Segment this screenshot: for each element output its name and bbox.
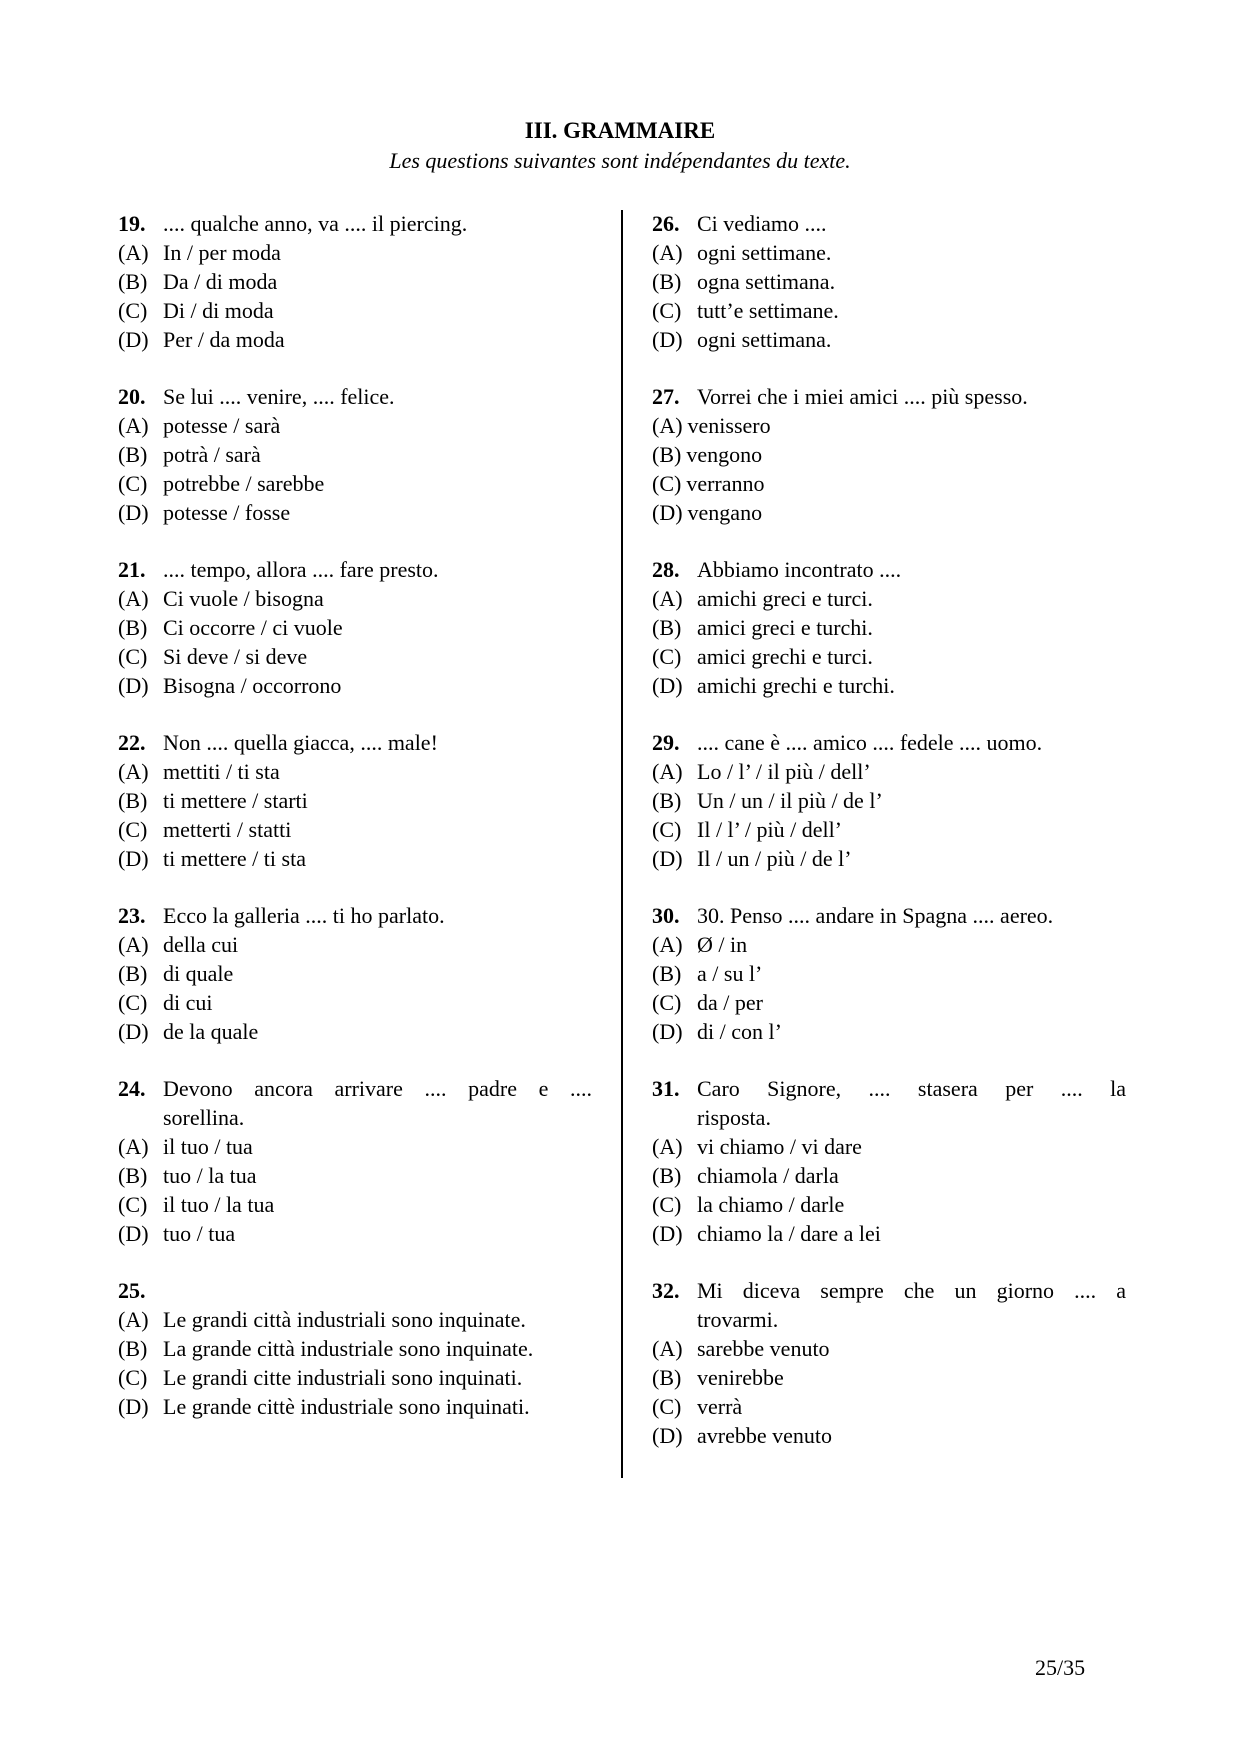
option-text: amici grechi e turci. bbox=[697, 644, 873, 669]
question-text: Abbiamo incontrato .... bbox=[697, 557, 902, 582]
option-letter: (A) bbox=[652, 413, 683, 438]
question-item bbox=[652, 728, 1126, 873]
option-letter: (A) bbox=[118, 1134, 149, 1159]
question-text-continued: trovarmi. bbox=[697, 1307, 779, 1332]
answer-option bbox=[118, 1334, 592, 1363]
option-text: Di / di moda bbox=[163, 298, 274, 323]
answer-option bbox=[652, 498, 1126, 527]
option-text: tuo / la tua bbox=[163, 1163, 257, 1188]
option-letter: (C) bbox=[652, 471, 682, 496]
option-letter: (A) bbox=[652, 932, 683, 957]
question-number: 24. bbox=[118, 1076, 146, 1101]
option-text: tuo / tua bbox=[163, 1221, 236, 1246]
option-text: metterti / statti bbox=[163, 817, 292, 842]
option-text: amici greci e turchi. bbox=[697, 615, 873, 640]
option-text: verranno bbox=[686, 471, 765, 496]
question-item bbox=[118, 1074, 592, 1248]
option-letter: (D) bbox=[118, 846, 149, 871]
answer-option bbox=[652, 1190, 1126, 1219]
page-number: 25/35 bbox=[1035, 1655, 1086, 1680]
option-letter: (B) bbox=[118, 1336, 148, 1361]
option-text: ogna settimana. bbox=[697, 269, 836, 294]
question-number: 19. bbox=[118, 211, 146, 236]
option-text: della cui bbox=[163, 932, 239, 957]
answer-option bbox=[118, 1132, 592, 1161]
option-letter: (A) bbox=[652, 240, 683, 265]
option-text: avrebbe venuto bbox=[697, 1423, 832, 1448]
option-letter: (C) bbox=[118, 644, 148, 669]
option-letter: (A) bbox=[652, 1336, 683, 1361]
option-letter: (A) bbox=[118, 759, 149, 784]
option-letter: (B) bbox=[118, 961, 148, 986]
question-text: Ci vediamo .... bbox=[697, 211, 827, 236]
answer-option bbox=[118, 1363, 592, 1392]
option-text: Ø / in bbox=[697, 932, 748, 957]
question-item bbox=[118, 209, 592, 354]
option-letter: (C) bbox=[118, 471, 148, 496]
option-text: venissero bbox=[687, 413, 771, 438]
answer-option bbox=[652, 1017, 1126, 1046]
option-letter: (C) bbox=[118, 817, 148, 842]
question-item bbox=[652, 382, 1126, 527]
option-text: Bisogna / occorrono bbox=[163, 673, 342, 698]
option-letter: (B) bbox=[118, 615, 148, 640]
option-text: Si deve / si deve bbox=[163, 644, 308, 669]
option-text: de la quale bbox=[163, 1019, 259, 1044]
option-letter: (B) bbox=[118, 442, 148, 467]
column-divider bbox=[621, 210, 623, 1478]
option-letter: (B) bbox=[118, 1163, 148, 1188]
answer-option bbox=[652, 1392, 1126, 1421]
option-letter: (D) bbox=[652, 500, 683, 525]
option-letter: (D) bbox=[652, 1019, 683, 1044]
option-text: venirebbe bbox=[697, 1365, 784, 1390]
option-letter: (B) bbox=[652, 1163, 682, 1188]
option-letter: (A) bbox=[118, 932, 149, 957]
option-text: Il / l’ / più / dell’ bbox=[697, 817, 843, 842]
question-text-continued: sorellina. bbox=[163, 1105, 245, 1130]
option-text: vi chiamo / vi dare bbox=[697, 1134, 862, 1159]
option-letter: (C) bbox=[118, 298, 148, 323]
option-letter: (D) bbox=[118, 673, 149, 698]
answer-option bbox=[118, 440, 592, 469]
option-text: Lo / l’ / il più / dell’ bbox=[697, 759, 871, 784]
option-text: Ci occorre / ci vuole bbox=[163, 615, 343, 640]
answer-option bbox=[652, 1421, 1126, 1450]
answer-option bbox=[652, 325, 1126, 354]
option-text: potrebbe / sarebbe bbox=[163, 471, 325, 496]
question-stem bbox=[118, 555, 592, 584]
option-letter: (D) bbox=[118, 1221, 149, 1246]
option-text: chiamo la / dare a lei bbox=[697, 1221, 881, 1246]
option-text: amichi greci e turci. bbox=[697, 586, 873, 611]
option-text: mettiti / ti sta bbox=[163, 759, 280, 784]
option-text: potesse / sarà bbox=[163, 413, 281, 438]
option-letter: (B) bbox=[652, 961, 682, 986]
answer-option bbox=[118, 757, 592, 786]
option-letter: (C) bbox=[652, 990, 682, 1015]
option-text: Da / di moda bbox=[163, 269, 278, 294]
question-stem bbox=[118, 901, 592, 930]
option-text: Le grandi citte industriali sono inquinati. bbox=[163, 1365, 523, 1390]
option-letter: (C) bbox=[652, 298, 682, 323]
answer-option bbox=[652, 844, 1126, 873]
question-stem bbox=[118, 209, 592, 238]
option-text: Un / un / il più / de l’ bbox=[697, 788, 883, 813]
option-letter: (C) bbox=[652, 817, 682, 842]
question-stem bbox=[118, 728, 592, 757]
answer-option bbox=[652, 469, 1126, 498]
option-letter: (D) bbox=[652, 327, 683, 352]
question-number: 28. bbox=[652, 557, 680, 582]
option-text: di cui bbox=[163, 990, 213, 1015]
option-text: ogni settimane. bbox=[697, 240, 832, 265]
option-letter: (B) bbox=[652, 269, 682, 294]
option-text: la chiamo / darle bbox=[697, 1192, 845, 1217]
question-number: 21. bbox=[118, 557, 146, 582]
option-letter: (D) bbox=[118, 500, 149, 525]
question-number: 30. bbox=[652, 903, 680, 928]
option-letter: (D) bbox=[652, 1423, 683, 1448]
question-stem bbox=[652, 209, 1126, 238]
question-stem bbox=[652, 901, 1126, 930]
answer-option bbox=[118, 584, 592, 613]
option-letter: (B) bbox=[652, 615, 682, 640]
option-text: Le grandi città industriali sono inquinate. bbox=[163, 1307, 526, 1332]
option-text: vengano bbox=[687, 500, 763, 525]
question-number: 23. bbox=[118, 903, 146, 928]
answer-option bbox=[118, 642, 592, 671]
option-text: di quale bbox=[163, 961, 234, 986]
answer-option bbox=[118, 1161, 592, 1190]
answer-option bbox=[118, 1392, 592, 1421]
answer-option bbox=[118, 469, 592, 498]
option-text: potesse / fosse bbox=[163, 500, 291, 525]
question-text bbox=[163, 1276, 592, 1305]
option-text: Il / un / più / de l’ bbox=[697, 846, 852, 871]
option-text: da / per bbox=[697, 990, 763, 1015]
option-letter: (C) bbox=[118, 990, 148, 1015]
answer-option bbox=[118, 930, 592, 959]
answer-option bbox=[118, 1305, 592, 1334]
option-letter: (C) bbox=[118, 1192, 148, 1217]
question-text: Se lui .... venire, .... felice. bbox=[163, 384, 395, 409]
answer-option bbox=[118, 498, 592, 527]
question-text: .... qualche anno, va .... il piercing. bbox=[163, 211, 468, 236]
answer-option bbox=[652, 642, 1126, 671]
question-text: 30. Penso .... andare in Spagna .... aereo. bbox=[697, 903, 1054, 928]
question-number: 29. bbox=[652, 730, 680, 755]
answer-option bbox=[118, 671, 592, 700]
answer-option bbox=[652, 1219, 1126, 1248]
option-letter: (A) bbox=[118, 1307, 149, 1332]
question-number: 31. bbox=[652, 1076, 680, 1101]
option-text: sarebbe venuto bbox=[697, 1336, 830, 1361]
question-item bbox=[118, 901, 592, 1046]
option-letter: (B) bbox=[652, 788, 682, 813]
option-text: verrà bbox=[697, 1394, 743, 1419]
option-text: ti mettere / starti bbox=[163, 788, 308, 813]
answer-option bbox=[652, 296, 1126, 325]
option-text: vengono bbox=[686, 442, 763, 467]
left-question-column bbox=[118, 209, 592, 1449]
option-text: il tuo / tua bbox=[163, 1134, 253, 1159]
question-item bbox=[652, 901, 1126, 1046]
question-stem bbox=[118, 1276, 592, 1305]
option-letter: (C) bbox=[652, 1192, 682, 1217]
option-letter: (C) bbox=[118, 1365, 148, 1390]
question-number: 20. bbox=[118, 384, 146, 409]
answer-option bbox=[118, 296, 592, 325]
question-item bbox=[652, 1276, 1126, 1450]
answer-option bbox=[652, 671, 1126, 700]
answer-option bbox=[652, 440, 1126, 469]
answer-option bbox=[652, 1132, 1126, 1161]
option-text: In / per moda bbox=[163, 240, 281, 265]
question-item bbox=[118, 555, 592, 700]
option-letter: (B) bbox=[118, 269, 148, 294]
option-letter: (C) bbox=[652, 644, 682, 669]
option-letter: (A) bbox=[118, 586, 149, 611]
question-item bbox=[118, 382, 592, 527]
question-number: 32. bbox=[652, 1278, 680, 1303]
question-item bbox=[118, 728, 592, 873]
answer-option bbox=[118, 786, 592, 815]
option-letter: (D) bbox=[118, 1019, 149, 1044]
answer-option bbox=[652, 757, 1126, 786]
option-text: ogni settimana. bbox=[697, 327, 832, 352]
answer-option bbox=[652, 786, 1126, 815]
option-letter: (B) bbox=[652, 442, 682, 467]
option-letter: (A) bbox=[652, 586, 683, 611]
option-letter: (A) bbox=[652, 1134, 683, 1159]
answer-option bbox=[652, 1363, 1126, 1392]
question-number: 27. bbox=[652, 384, 680, 409]
question-text: Vorrei che i miei amici .... più spesso. bbox=[697, 384, 1028, 409]
option-letter: (D) bbox=[118, 327, 149, 352]
answer-option bbox=[652, 613, 1126, 642]
question-item bbox=[118, 1276, 592, 1421]
option-letter: (A) bbox=[118, 240, 149, 265]
answer-option bbox=[652, 584, 1126, 613]
question-item bbox=[652, 1074, 1126, 1248]
answer-option bbox=[652, 815, 1126, 844]
question-text: Caro Signore, .... stasera per .... la bbox=[697, 1076, 1126, 1101]
option-letter: (D) bbox=[652, 846, 683, 871]
answer-option bbox=[652, 238, 1126, 267]
answer-option bbox=[652, 1161, 1126, 1190]
option-text: amichi grechi e turchi. bbox=[697, 673, 895, 698]
option-text: La grande città industriale sono inquinate. bbox=[163, 1336, 534, 1361]
option-letter: (D) bbox=[118, 1394, 149, 1419]
answer-option bbox=[652, 267, 1126, 296]
answer-option bbox=[118, 613, 592, 642]
question-stem bbox=[652, 1276, 1126, 1305]
answer-option bbox=[118, 411, 592, 440]
answer-option bbox=[118, 1190, 592, 1219]
answer-option bbox=[652, 411, 1126, 440]
right-question-column bbox=[652, 209, 1126, 1478]
option-text: ti mettere / ti sta bbox=[163, 846, 306, 871]
option-letter: (B) bbox=[652, 1365, 682, 1390]
question-text: .... tempo, allora .... fare presto. bbox=[163, 557, 439, 582]
question-text: .... cane è .... amico .... fedele .... uomo. bbox=[697, 730, 1043, 755]
answer-option bbox=[118, 815, 592, 844]
answer-option bbox=[118, 238, 592, 267]
question-item bbox=[652, 555, 1126, 700]
option-text: il tuo / la tua bbox=[163, 1192, 275, 1217]
answer-option bbox=[118, 267, 592, 296]
question-item bbox=[652, 209, 1126, 354]
section-title: III. GRAMMAIRE bbox=[524, 118, 716, 143]
answer-option bbox=[118, 988, 592, 1017]
option-text: di / con l’ bbox=[697, 1019, 782, 1044]
question-stem bbox=[652, 1074, 1126, 1103]
answer-option bbox=[652, 930, 1126, 959]
option-text: Per / da moda bbox=[163, 327, 285, 352]
question-text: Mi diceva sempre che un giorno .... a bbox=[697, 1278, 1126, 1303]
answer-option bbox=[652, 1334, 1126, 1363]
option-letter: (A) bbox=[652, 759, 683, 784]
question-stem bbox=[652, 728, 1126, 757]
question-stem bbox=[118, 382, 592, 411]
option-text: Le grande cittè industriale sono inquinati. bbox=[163, 1394, 530, 1419]
option-text: a / su l’ bbox=[697, 961, 763, 986]
answer-option bbox=[118, 1219, 592, 1248]
section-subtitle: Les questions suivantes sont indépendantes du texte. bbox=[389, 148, 851, 173]
question-stem bbox=[652, 382, 1126, 411]
question-number: 25. bbox=[118, 1278, 146, 1303]
option-letter: (B) bbox=[118, 788, 148, 813]
option-letter: (D) bbox=[652, 1221, 683, 1246]
option-text: potrà / sarà bbox=[163, 442, 261, 467]
answer-option bbox=[118, 844, 592, 873]
answer-option bbox=[118, 325, 592, 354]
question-text: Ecco la galleria .... ti ho parlato. bbox=[163, 903, 445, 928]
option-letter: (C) bbox=[652, 1394, 682, 1419]
answer-option bbox=[118, 959, 592, 988]
answer-option bbox=[118, 1017, 592, 1046]
option-letter: (D) bbox=[652, 673, 683, 698]
answer-option bbox=[652, 988, 1126, 1017]
question-number: 26. bbox=[652, 211, 680, 236]
option-text: chiamola / darla bbox=[697, 1163, 839, 1188]
question-stem bbox=[118, 1074, 592, 1103]
option-letter: (A) bbox=[118, 413, 149, 438]
option-text: Ci vuole / bisogna bbox=[163, 586, 324, 611]
question-number: 22. bbox=[118, 730, 146, 755]
question-text-continued: risposta. bbox=[697, 1105, 771, 1130]
question-stem bbox=[652, 555, 1126, 584]
option-text: tutt’e settimane. bbox=[697, 298, 839, 323]
question-text: Devono ancora arrivare .... padre e .... bbox=[163, 1076, 592, 1101]
question-text: Non .... quella giacca, .... male! bbox=[163, 730, 438, 755]
answer-option bbox=[652, 959, 1126, 988]
